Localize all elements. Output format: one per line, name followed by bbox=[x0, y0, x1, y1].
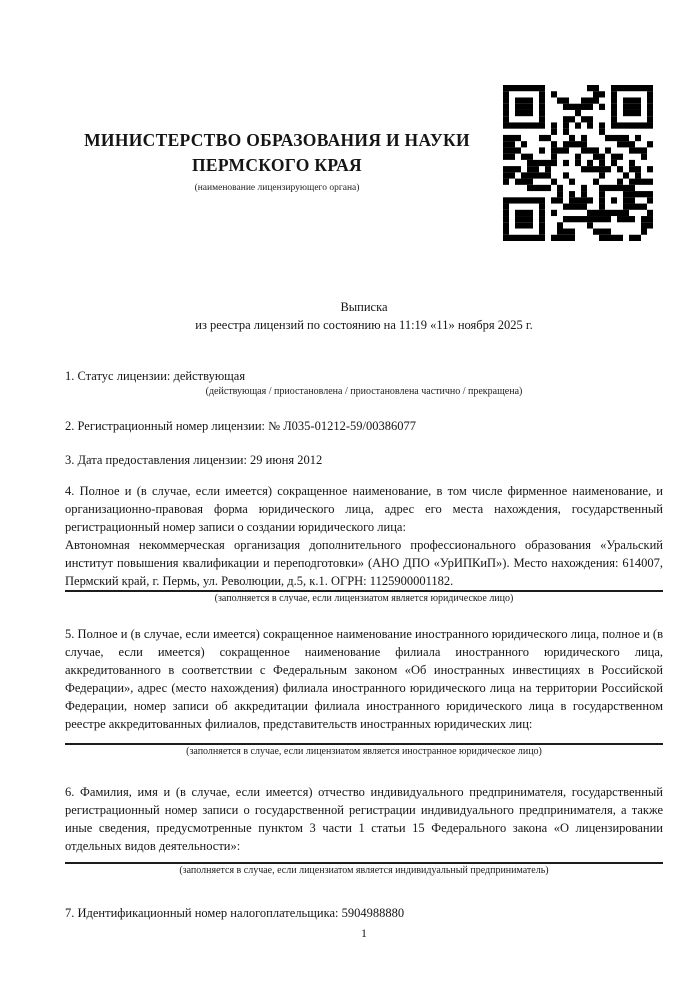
document-title bbox=[65, 298, 663, 334]
item-3-grant-date: 3. Дата предоставления лицензии: 29 июня 2012 bbox=[65, 453, 323, 467]
item-6-caption: (заполняется в случае, если лицензиатом является индивидуальный предприниматель) bbox=[179, 865, 549, 876]
item-4-legal-entity-value: Автономная некоммерческая организация дополнительного профессионального образования «Уральский институт повышения квалификации и переподготовки» (АНО ДПО «УрИПКиП»). Место нахождения: 614007, Пермский край, г. Пермь, ул. Революции, д.5, к.1. ОГРН: 1125900001182. bbox=[65, 538, 663, 588]
item-2-registration-number: 2. Регистрационный номер лицензии: № Л035-01212-59/00386077 bbox=[65, 419, 416, 433]
item-1-license-status: 1. Статус лицензии: действующая bbox=[65, 369, 246, 383]
ministry-name-line2: ПЕРМСКОГО КРАЯ bbox=[192, 155, 362, 175]
document-title-line2: из реестра лицензий по состоянию на 11:19 «11» ноября 2025 г. bbox=[195, 318, 533, 332]
page-number: 1 bbox=[361, 926, 367, 940]
item-4-legal-entity-heading: 4. Полное и (в случае, если имеется) сокращенное наименование, в том числе фирменное наименование, и организационно-правовая форма юридического лица, адрес его места нахождения, государственный регистрационный номер записи о создании юридического лица: bbox=[65, 484, 663, 534]
item-4-caption: (заполняется в случае, если лицензиатом является юридическое лицо) bbox=[214, 593, 514, 604]
document-title-line1: Выписка bbox=[340, 300, 388, 314]
document-body bbox=[65, 0, 663, 922]
item-5-foreign-entity-heading: 5. Полное и (в случае, если имеется) сокращенное наименование иностранного юридического лица, полное и (в случае, если имеется) сокращенное наименование филиала иностранного юридического лица, аккредитованного в соответствии с Федеральным законом «Об иностранных инвестициях в Российской Федерации», адрес (место нахождения) филиала иностранного юридического лица на территории Российской Федерации, номер записи об аккредитации филиала иностранного юридического лица в государственном реестре аккредитованных филиалов, представительств иностранных юридических лиц: bbox=[65, 627, 663, 731]
licensing-authority-caption: (наименование лицензирующего органа) bbox=[194, 183, 360, 193]
item-5-caption: (заполняется в случае, если лицензиатом является иностранное юридическое лицо) bbox=[186, 746, 542, 757]
item-7-taxpayer-number: 7. Идентификационный номер налогоплательщика: 5904988880 bbox=[65, 906, 405, 920]
ministry-name-line1: МИНИСТЕРСТВО ОБРАЗОВАНИЯ И НАУКИ bbox=[84, 130, 470, 150]
item-6-entrepreneur-heading: 6. Фамилия, имя и (в случае, если имеется) отчество индивидуального предпринимателя, государственный регистрационный номер записи о государственной регистрации индивидуального предпринимателя, а также иные сведения, предусмотренные пунктом 3 части 1 статьи 15 Федерального закона «О лицензировании отдельных видов деятельности»: bbox=[65, 785, 663, 853]
item-1-caption: (действующая / приостановлена / приостановлена частично / прекращена) bbox=[205, 386, 523, 397]
